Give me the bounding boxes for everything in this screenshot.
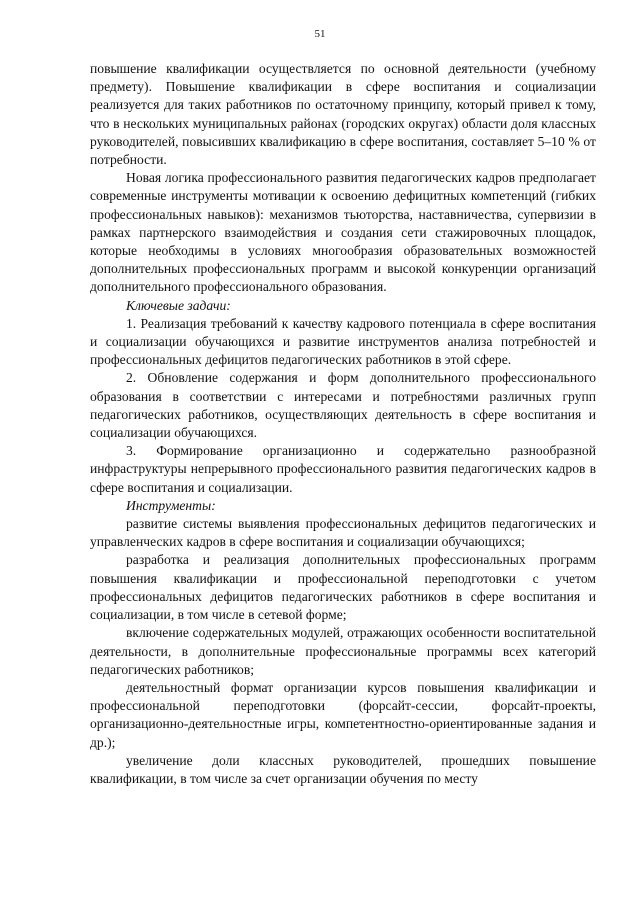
page-number: 51 xyxy=(314,28,326,40)
heading-key-tasks: Ключевые задачи: xyxy=(126,297,231,313)
instrument-item-1: развитие системы выявления профессиональных дефицитов педагогических и управленческих кадров в сфере воспитания и социализации обучающихся; xyxy=(90,516,596,550)
task-item-2: 2. Обновление содержания и форм дополнительного профессионального образования в соответствии с интересами и потребностями различных групп педагогических работников, осуществляющих деятельность в сфере воспитания и социализации обучающихся. xyxy=(90,370,596,441)
instrument-item-2: разработка и реализация дополнительных профессиональных программ повышения квалификации и профессиональной переподготовки с учетом профессиональных дефицитов педагогических работников в сфере воспитания и социализации, в том числе в сетевой форме; xyxy=(90,552,596,623)
heading-instruments: Инструменты: xyxy=(126,497,216,513)
paragraph-new-logic: Новая логика профессионального развития педагогических кадров предполагает современные инструменты мотивации к освоению дефицитных компетенций (гибких профессиональных навыков): механизмов тьюторства, наставничества, супервизии в рамках партнерского взаимодействия и создания сети стажировочных площадок, которые необходимы в условиях многообразия образовательных возможностей дополнительных профессиональных программ и высокой конкуренции организаций дополнительного профессионального образования. xyxy=(90,170,596,295)
document-body xyxy=(90,60,596,788)
instrument-item-4: деятельностный формат организации курсов повышения квалификации и профессиональной переподготовки (форсайт-сессии, форсайт-проекты, организационно-деятельностные игры, компетентностно-ориентированные задания и др.); xyxy=(90,679,596,750)
paragraph-qualification-context: повышение квалификации осуществляется по основной деятельности (учебному предмету). Повышение квалификации в сфере воспитания и социализации реализуется для таких работников по остаточному принципу, который привел к тому, что в нескольких муниципальных районах (городских округах) области доля классных руководителей, повысивших квалификацию в сфере воспитания, составляет 5–10 % от потребности. xyxy=(90,61,596,168)
task-item-3: 3. Формирование организационно и содержательно разнообразной инфраструктуры непрерывного профессионального развития педагогических кадров в сфере воспитания и социализации. xyxy=(90,443,596,495)
task-item-1: 1. Реализация требований к качеству кадрового потенциала в сфере воспитания и социализации обучающихся и развитие инструментов анализа потребностей и профессиональных дефицитов педагогических работников в этой сфере. xyxy=(90,315,596,368)
instrument-item-3: включение содержательных модулей, отражающих особенности воспитательной деятельности, в дополнительные профессиональные программы всех категорий педагогических работников; xyxy=(90,625,596,677)
instrument-item-5: увеличение доли классных руководителей, прошедших повышение квалификации, в том числе за счет организации обучения по месту xyxy=(90,752,596,786)
